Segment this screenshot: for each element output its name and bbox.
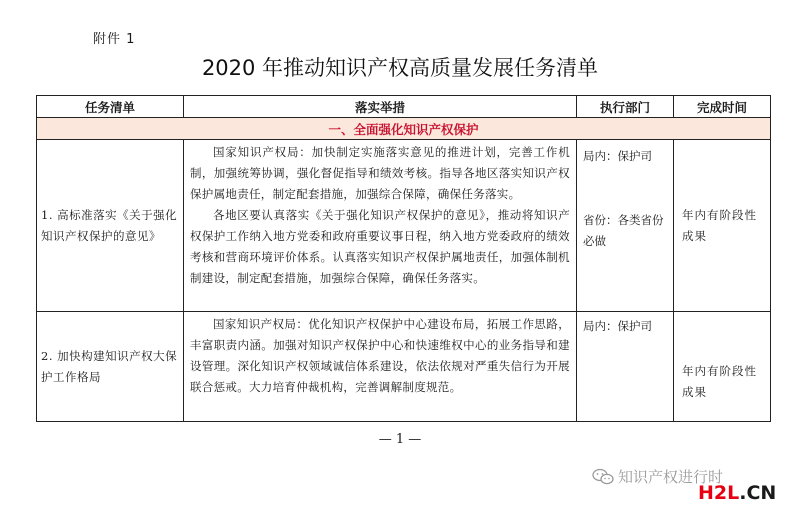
table-row — [37, 312, 771, 422]
dept-internal: 局内：保护司 — [583, 319, 652, 333]
table-header-row — [37, 96, 771, 118]
task-cell: 1. 高标准落实《关于强化知识产权保护的意见》 — [37, 140, 184, 312]
measures-paragraph: 国家知识产权局：优化知识产权保护中心建设布局，拓展工作思路，丰富职责内涵。加强对知识产权保护中心和快速维权中心的业务指导和建设管理。深化知识产权领域诚信体系建设，依法依规对严重失信行为开展联合惩戒。大力培育仲裁机构，完善调解制度规范。 — [190, 317, 570, 394]
dept-internal: 局内：保护司 — [583, 149, 652, 163]
site-logo — [698, 482, 776, 504]
header-dept: 执行部门 — [577, 96, 674, 118]
task-cell: 2. 加快构建知识产权大保护工作格局 — [37, 312, 184, 422]
measures-cell — [184, 140, 577, 312]
wechat-icon — [592, 468, 614, 486]
page-number: — 1 — — [378, 432, 422, 447]
attachment-label: 附件 1 — [93, 32, 136, 47]
dept-cell — [577, 140, 674, 312]
dept-province: 省份：各类省份必做 — [583, 213, 664, 248]
section-title: 一、全面强化知识产权保护 — [37, 118, 771, 140]
deadline-cell: 年内有阶段性成果 — [674, 140, 771, 312]
task-list-table — [36, 95, 771, 422]
table-row — [37, 140, 771, 312]
logo-part-1: H2L — [698, 482, 740, 504]
measures-paragraph: 各地区要认真落实《关于强化知识产权保护的意见》，推动将知识产权保护工作纳入地方党委和政府重要议事日程，纳入地方党委政府的绩效考核和营商环境评价体系。认真落实知识产权保护属地责任，加强体制机制建设，制定配套措施，加强综合保障，确保任务落实。 — [190, 208, 570, 285]
header-measures: 落实举措 — [184, 96, 577, 118]
deadline-cell: 年内有阶段性成果 — [674, 312, 771, 422]
measures-cell — [184, 312, 577, 422]
logo-part-2: .CN — [739, 482, 777, 504]
header-task: 任务清单 — [37, 96, 184, 118]
section-row — [37, 118, 771, 140]
dept-cell — [577, 312, 674, 422]
measures-paragraph: 国家知识产权局：加快制定实施落实意见的推进计划，完善工作机制，加强统筹协调，强化督促指导和绩效考核。指导各地区落实知识产权保护属地责任，制定配套措施，加强综合保障，确保任务落实。 — [190, 145, 570, 201]
document-title: 2020 年推动知识产权高质量发展任务清单 — [201, 56, 599, 80]
header-deadline: 完成时间 — [674, 96, 771, 118]
watermark-text: 知识产权进行时 — [618, 468, 724, 486]
